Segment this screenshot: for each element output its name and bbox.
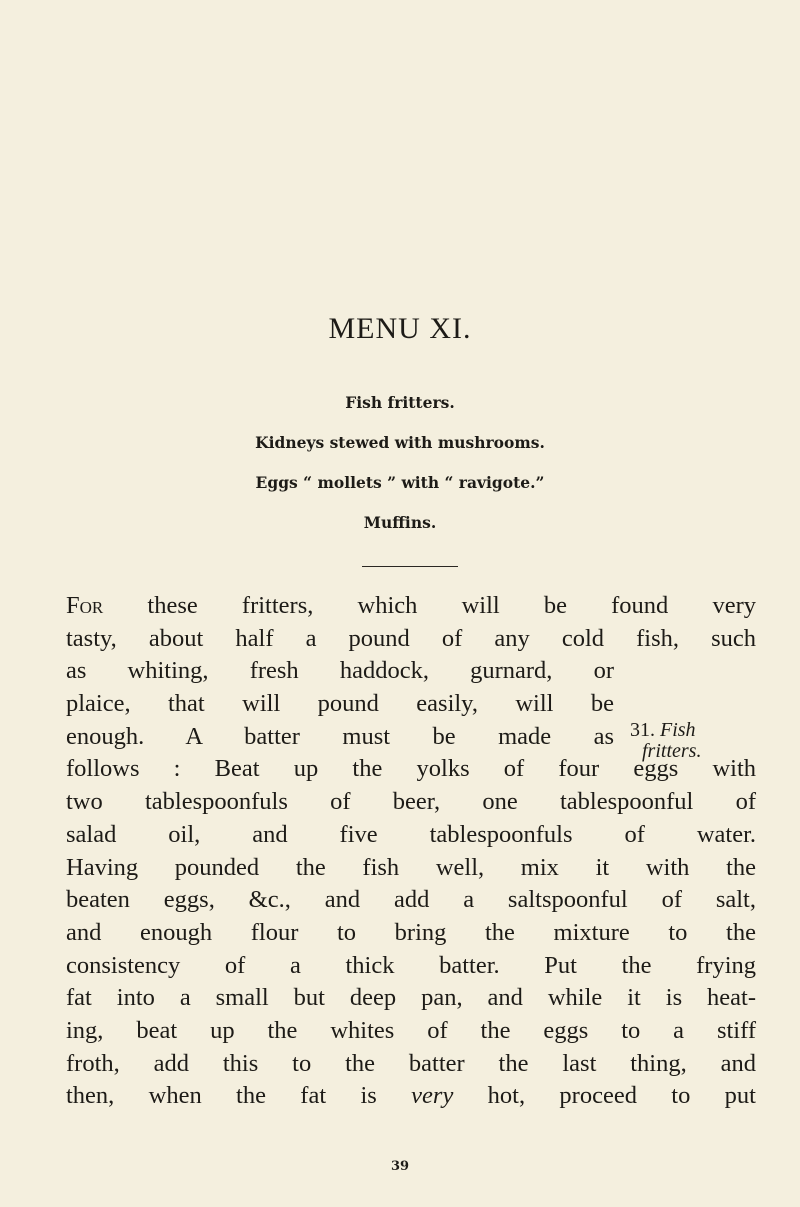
page-number: 39	[390, 1159, 410, 1174]
menu-item: Muffins.	[363, 513, 437, 532]
margin-note	[630, 720, 760, 762]
text-line: consistency of a thick batter. Put the frying	[66, 951, 756, 979]
text-line: fat into a small but deep pan, and while it is heat-	[66, 984, 756, 1012]
menu-item: Fish fritters.	[345, 393, 455, 412]
emphasis-word: very	[411, 1082, 454, 1110]
recipe-number: 31.	[630, 719, 655, 741]
text-line: tasty, about half a pound of any cold fish, such	[66, 624, 756, 652]
margin-label: Fish	[660, 719, 696, 741]
text-line: beaten eggs, &c., and add a saltspoonful of salt,	[66, 886, 756, 914]
text-line: follows : Beat up the yolks of four eggs with	[66, 755, 756, 783]
text-line: and enough flour to bring the mixture to the	[66, 918, 756, 946]
text-line: enough. A batter must be made as	[66, 722, 614, 750]
menu-item: Eggs “ mollets ” with “ ravigote.”	[255, 473, 545, 492]
menu-title: MENU XI.	[328, 312, 472, 345]
drop-word: For	[66, 592, 104, 619]
text-line: For these fritters, which will be found very	[66, 592, 756, 619]
text-line: then, when the fat is very hot, proceed to put	[66, 1082, 756, 1110]
text-line: as whiting, fresh haddock, gurnard, or	[66, 657, 614, 685]
text-line: plaice, that will pound easily, will be	[66, 690, 614, 718]
recipe-text	[66, 590, 756, 1113]
text-line: froth, add this to the batter the last thing, and	[66, 1049, 756, 1077]
menu-item: Kidneys stewed with mushrooms.	[255, 433, 545, 452]
text-line: salad oil, and five tablespoonfuls of water.	[66, 820, 756, 848]
margin-label-continued: fritters.	[642, 740, 702, 762]
text-line: Having pounded the fish well, mix it with the	[66, 853, 756, 881]
text-line: ing, beat up the whites of the eggs to a stiff	[66, 1016, 756, 1044]
section-divider	[362, 566, 458, 567]
text-line: two tablespoonfuls of beer, one tablespoonful of	[66, 788, 756, 816]
menu-list	[0, 393, 800, 553]
